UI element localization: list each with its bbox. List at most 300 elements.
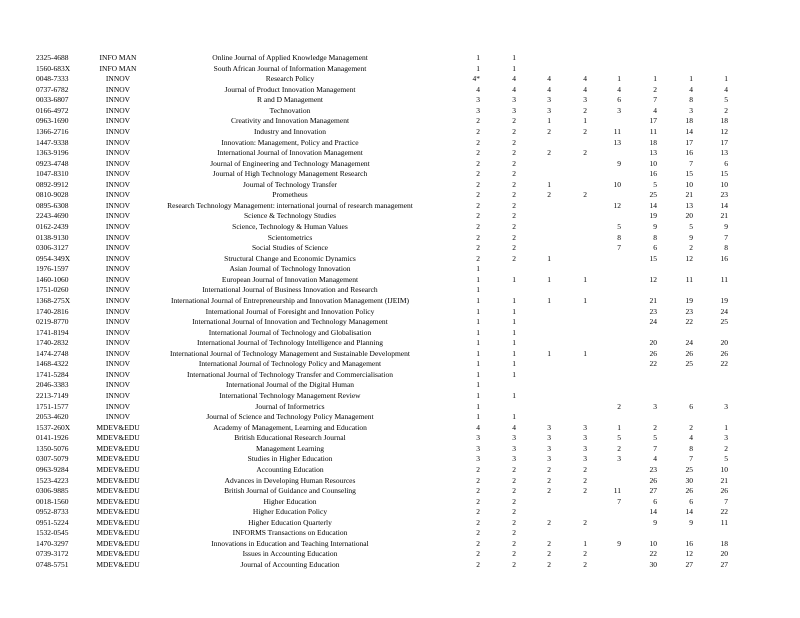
value-cell [516, 159, 551, 170]
category-cell: MDEV&EDU [96, 549, 140, 559]
journal-name-cell: Online Journal of Applied Knowledge Management [212, 53, 368, 62]
value-cell: 23 [649, 464, 657, 474]
journal-row [36, 201, 728, 212]
value-cell [693, 391, 728, 402]
value-cell [587, 359, 621, 370]
value-cell: 3 [547, 443, 551, 453]
category-cell: MDEV&EDU [96, 475, 140, 485]
value-cell [516, 233, 551, 244]
value-cell: 27 [649, 486, 657, 496]
value-cell: 2 [512, 211, 516, 221]
value-cell [551, 359, 587, 370]
value-cell: 21 [720, 211, 728, 221]
value-cell: 2 [512, 464, 516, 474]
value-cell: 30 [685, 475, 693, 485]
issn-cell: 0138-9130 [36, 232, 69, 242]
value-cell [621, 412, 657, 423]
value-cell [551, 338, 587, 349]
journal-row [36, 560, 728, 571]
value-cell [587, 148, 621, 159]
value-cell: 1 [476, 264, 480, 274]
journal-table-body [36, 53, 728, 571]
value-cell: 1 [512, 317, 516, 327]
value-cell: 2 [512, 126, 516, 136]
value-cell [516, 412, 551, 423]
value-cell: 1 [512, 53, 516, 62]
value-cell: 2 [476, 560, 480, 569]
value-cell: 1 [617, 74, 621, 84]
value-cell: 3 [547, 454, 551, 464]
issn-cell: 1368-275X [36, 295, 71, 305]
value-cell: 1 [583, 295, 587, 305]
value-cell [480, 402, 516, 413]
journal-row [36, 370, 728, 381]
category-cell: INNOV [105, 200, 131, 210]
value-cell: 12 [685, 253, 693, 263]
value-cell [693, 264, 728, 275]
value-cell [551, 53, 587, 64]
value-cell: 2 [476, 253, 480, 263]
value-cell [657, 328, 693, 339]
value-cell: 20 [649, 338, 657, 348]
category-cell: MDEV&EDU [96, 528, 140, 538]
value-cell: 2 [547, 549, 551, 559]
journal-row [36, 169, 728, 180]
issn-cell: 1560-683X [36, 63, 71, 73]
value-cell: 4 [476, 422, 480, 432]
value-cell: 1 [583, 116, 587, 126]
journal-name-cell: Research Technology Management: international journal of research management [167, 200, 413, 210]
journal-row [36, 497, 728, 508]
value-cell: 1 [512, 391, 516, 400]
value-cell [551, 391, 587, 402]
value-cell [587, 391, 621, 402]
value-cell: 22 [720, 359, 728, 369]
value-cell: 25 [685, 359, 693, 369]
value-cell: 2 [689, 422, 693, 432]
value-cell [657, 64, 693, 75]
value-cell: 2 [547, 464, 551, 474]
value-cell: 3 [476, 105, 480, 115]
value-cell: 2 [512, 116, 516, 126]
value-cell [551, 211, 587, 222]
value-cell: 2 [583, 105, 587, 115]
value-cell: 1 [547, 179, 551, 189]
value-cell: 2 [547, 148, 551, 158]
category-cell: INNOV [105, 401, 131, 411]
value-cell: 2 [512, 200, 516, 210]
category-cell: INNOV [105, 369, 131, 379]
journal-name-cell: International Journal of Innovation Management [217, 148, 363, 158]
value-cell: 17 [720, 137, 728, 147]
value-cell: 14 [649, 200, 657, 210]
value-cell: 22 [649, 549, 657, 559]
journal-row [36, 317, 728, 328]
category-cell: INFO MAN [99, 63, 137, 73]
value-cell: 1 [512, 369, 516, 379]
value-cell: 16 [720, 253, 728, 263]
value-cell: 2 [583, 475, 587, 485]
journal-row [36, 328, 728, 339]
value-cell: 1 [512, 348, 516, 358]
issn-cell: 0048-7333 [36, 74, 69, 84]
value-cell: 13 [720, 148, 728, 158]
value-cell [551, 233, 587, 244]
journal-row [36, 486, 728, 497]
issn-cell: 0951-5224 [36, 517, 69, 527]
value-cell: 1 [476, 391, 480, 400]
value-cell: 2 [512, 169, 516, 179]
value-cell: 4* [472, 74, 480, 84]
value-cell: 2 [476, 475, 480, 485]
value-cell [551, 370, 587, 381]
value-cell: 2 [476, 211, 480, 221]
journal-name-cell: Journal of Technology Transfer [242, 179, 338, 189]
issn-cell: 0892-9912 [36, 179, 69, 189]
value-cell [516, 338, 551, 349]
value-cell: 24 [649, 317, 657, 327]
value-cell: 2 [512, 158, 516, 168]
value-cell: 2 [583, 560, 587, 569]
issn-cell: 1460-1060 [36, 274, 69, 284]
value-cell: 3 [724, 401, 728, 411]
value-cell [587, 211, 621, 222]
value-cell: 18 [685, 116, 693, 126]
value-cell [587, 370, 621, 381]
value-cell: 10 [720, 179, 728, 189]
value-cell [551, 412, 587, 423]
value-cell: 1 [512, 63, 516, 73]
value-cell: 2 [476, 222, 480, 231]
value-cell: 5 [653, 179, 657, 189]
value-cell: 11 [613, 126, 621, 136]
value-cell: 8 [617, 232, 621, 242]
journal-row [36, 444, 728, 455]
value-cell: 8 [689, 443, 693, 453]
value-cell [657, 391, 693, 402]
value-cell [587, 275, 621, 286]
journal-name-cell: Social Studies of Science [251, 243, 329, 253]
value-cell: 2 [512, 528, 516, 538]
journal-name-cell: Structural Change and Economic Dynamics [224, 253, 356, 263]
journal-row [36, 433, 728, 444]
value-cell: 9 [653, 517, 657, 527]
issn-cell: 1447-9338 [36, 137, 69, 147]
value-cell: 2 [512, 190, 516, 200]
journal-name-cell: Higher Education Policy [252, 507, 328, 517]
journal-name-cell: Management Learning [255, 443, 325, 453]
value-cell: 2 [617, 401, 621, 411]
category-cell: MDEV&EDU [96, 464, 140, 474]
value-cell [621, 391, 657, 402]
value-cell: 9 [689, 232, 693, 242]
value-cell: 2 [724, 443, 728, 453]
journal-row [36, 507, 728, 518]
value-cell [587, 296, 621, 307]
journal-name-cell: Creativity and Innovation Management [230, 116, 350, 126]
value-cell: 3 [689, 105, 693, 115]
issn-cell: 1047-8310 [36, 169, 69, 179]
value-cell [587, 380, 621, 391]
value-cell: 1 [476, 306, 480, 316]
value-cell: 2 [512, 475, 516, 485]
value-cell: 2 [476, 496, 480, 506]
value-cell: 9 [653, 222, 657, 231]
value-cell: 3 [547, 422, 551, 432]
value-cell: 2 [547, 538, 551, 548]
value-cell: 1 [512, 359, 516, 369]
value-cell: 14 [685, 126, 693, 136]
journal-name-cell: Issues in Accounting Education [242, 549, 338, 559]
category-cell: INNOV [105, 380, 131, 390]
value-cell: 12 [685, 549, 693, 559]
value-cell: 17 [649, 116, 657, 126]
value-cell: 7 [653, 95, 657, 105]
value-cell: 2 [476, 517, 480, 527]
issn-cell: 1741-8194 [36, 327, 69, 337]
value-cell [516, 53, 551, 64]
category-cell: INNOV [105, 359, 131, 369]
issn-cell: 1532-0545 [36, 528, 69, 538]
value-cell: 15 [685, 169, 693, 179]
value-cell [551, 402, 587, 413]
category-cell: INNOV [105, 84, 131, 94]
issn-cell: 0954-349X [36, 253, 71, 263]
value-cell: 1 [476, 274, 480, 284]
issn-cell: 0737-6782 [36, 84, 69, 94]
value-cell: 4 [512, 74, 516, 84]
category-cell: INNOV [105, 211, 131, 221]
issn-cell: 1741-5284 [36, 369, 69, 379]
issn-cell: 0033-6807 [36, 95, 69, 105]
value-cell: 2 [583, 517, 587, 527]
category-cell: MDEV&EDU [96, 486, 140, 496]
value-cell: 3 [476, 95, 480, 105]
value-cell [551, 507, 587, 518]
journal-row [36, 391, 728, 402]
value-cell: 1 [617, 422, 621, 432]
value-cell: 21 [649, 295, 657, 305]
value-cell [551, 328, 587, 339]
value-cell: 1 [476, 412, 480, 422]
value-cell: 3 [617, 105, 621, 115]
value-cell [621, 285, 657, 296]
value-cell [516, 328, 551, 339]
journal-name-cell: Prometheus [272, 190, 308, 200]
journal-row [36, 518, 728, 529]
issn-cell: 0923-4748 [36, 158, 69, 168]
value-cell [516, 285, 551, 296]
value-cell: 20 [685, 211, 693, 221]
journal-name-cell: Journal of Engineering and Technology Management [210, 158, 370, 168]
journal-row [36, 412, 728, 423]
value-cell: 7 [689, 454, 693, 464]
value-cell: 3 [512, 433, 516, 443]
value-cell: 3 [512, 95, 516, 105]
value-cell: 2 [476, 538, 480, 548]
journal-name-cell: Higher Education [263, 496, 317, 506]
value-cell: 15 [649, 253, 657, 263]
journal-row [36, 275, 728, 286]
value-cell [587, 307, 621, 318]
value-cell [587, 549, 621, 560]
issn-cell: 1474-2748 [36, 348, 69, 358]
value-cell: 4 [512, 422, 516, 432]
value-cell: 1 [512, 412, 516, 422]
journal-row [36, 243, 728, 254]
value-cell: 1 [547, 348, 551, 358]
value-cell: 11 [613, 486, 621, 496]
value-cell [693, 285, 728, 296]
value-cell [587, 317, 621, 328]
issn-cell: 0219-8770 [36, 317, 69, 327]
value-cell [621, 53, 657, 64]
journal-row [36, 138, 728, 149]
value-cell: 3 [512, 443, 516, 453]
journal-ranking-table [36, 53, 728, 571]
value-cell [693, 412, 728, 423]
value-cell: 2 [653, 422, 657, 432]
category-cell: INNOV [105, 348, 131, 358]
journal-row [36, 549, 728, 560]
value-cell: 19 [649, 211, 657, 221]
issn-cell: 0810-9028 [36, 190, 69, 200]
value-cell: 12 [720, 126, 728, 136]
value-cell: 2 [476, 169, 480, 179]
value-cell: 5 [689, 222, 693, 231]
value-cell: 2 [512, 253, 516, 263]
value-cell: 1 [512, 327, 516, 337]
value-cell [516, 380, 551, 391]
journal-row [36, 233, 728, 244]
journal-row [36, 211, 728, 222]
category-cell: INNOV [105, 274, 131, 284]
value-cell [621, 64, 657, 75]
journal-name-cell: Accounting Education [256, 464, 324, 474]
value-cell: 1 [724, 422, 728, 432]
value-cell: 13 [613, 137, 621, 147]
issn-cell: 0306-9885 [36, 486, 69, 496]
category-cell: INNOV [105, 285, 131, 295]
value-cell: 25 [685, 464, 693, 474]
value-cell: 3 [583, 433, 587, 443]
value-cell [657, 53, 693, 64]
value-cell: 2 [512, 243, 516, 253]
journal-row [36, 159, 728, 170]
value-cell [587, 507, 621, 518]
value-cell: 2 [512, 549, 516, 559]
journal-row [36, 116, 728, 127]
value-cell [587, 328, 621, 339]
value-cell: 25 [649, 190, 657, 200]
value-cell [621, 264, 657, 275]
value-cell: 25 [720, 317, 728, 327]
journal-name-cell: Scientometrics [267, 232, 313, 242]
value-cell: 6 [653, 496, 657, 506]
value-cell [657, 528, 693, 539]
issn-cell: 0307-5079 [36, 454, 69, 464]
value-cell: 14 [685, 507, 693, 517]
value-cell [587, 53, 621, 64]
journal-name-cell: Innovations in Education and Teaching International [211, 538, 369, 548]
value-cell: 2 [476, 116, 480, 126]
journal-name-cell: Journal of Product Innovation Management [224, 84, 356, 94]
value-cell: 4 [547, 84, 551, 94]
journal-name-cell: INFORMS Transactions on Education [232, 528, 348, 538]
journal-row [36, 539, 728, 550]
value-cell: 4 [617, 84, 621, 94]
value-cell: 5 [617, 433, 621, 443]
journal-name-cell: Industry and Innovation [253, 126, 327, 136]
category-cell: INNOV [105, 327, 131, 337]
category-cell: MDEV&EDU [96, 560, 140, 569]
journal-name-cell: Advances in Developing Human Resources [224, 475, 356, 485]
journal-name-cell: Journal of Accounting Education [240, 560, 340, 569]
journal-row [36, 528, 728, 539]
journal-name-cell: Academy of Management, Learning and Education [213, 422, 367, 432]
journal-row [36, 180, 728, 191]
value-cell [516, 211, 551, 222]
value-cell: 14 [649, 507, 657, 517]
category-cell: INNOV [105, 264, 131, 274]
journal-row [36, 465, 728, 476]
value-cell: 19 [720, 295, 728, 305]
value-cell: 1 [476, 63, 480, 73]
value-cell: 2 [476, 507, 480, 517]
value-cell: 1 [476, 53, 480, 62]
value-cell: 2 [512, 507, 516, 517]
category-cell: INNOV [105, 95, 131, 105]
category-cell: INNOV [105, 158, 131, 168]
category-cell: INNOV [105, 338, 131, 348]
value-cell: 26 [649, 348, 657, 358]
value-cell [587, 285, 621, 296]
value-cell [693, 64, 728, 75]
value-cell [516, 391, 551, 402]
value-cell: 21 [720, 475, 728, 485]
value-cell: 11 [649, 126, 657, 136]
value-cell: 6 [617, 95, 621, 105]
value-cell: 11 [720, 274, 728, 284]
value-cell: 8 [724, 243, 728, 253]
value-cell [516, 497, 551, 508]
journal-name-cell: International Journal of Technology Transfer and Commercialisation [187, 369, 393, 379]
value-cell: 4 [547, 74, 551, 84]
issn-cell: 1523-4223 [36, 475, 69, 485]
journal-name-cell: Journal of Science and Technology Policy Management [206, 412, 374, 422]
value-cell [551, 307, 587, 318]
value-cell: 2 [617, 443, 621, 453]
value-cell [516, 264, 551, 275]
value-cell: 2 [583, 148, 587, 158]
value-cell: 2 [583, 486, 587, 496]
value-cell: 23 [720, 190, 728, 200]
value-cell: 23 [685, 306, 693, 316]
value-cell: 2 [476, 549, 480, 559]
value-cell: 2 [476, 179, 480, 189]
journal-name-cell: International Journal of Innovation and Technology Management [192, 317, 388, 327]
value-cell: 1 [476, 369, 480, 379]
value-cell [587, 528, 621, 539]
value-cell: 2 [724, 105, 728, 115]
value-cell: 6 [689, 496, 693, 506]
category-cell: MDEV&EDU [96, 507, 140, 517]
value-cell: 1 [724, 74, 728, 84]
value-cell: 20 [720, 338, 728, 348]
journal-row [36, 254, 728, 265]
journal-row [36, 64, 728, 75]
category-cell: INNOV [105, 190, 131, 200]
